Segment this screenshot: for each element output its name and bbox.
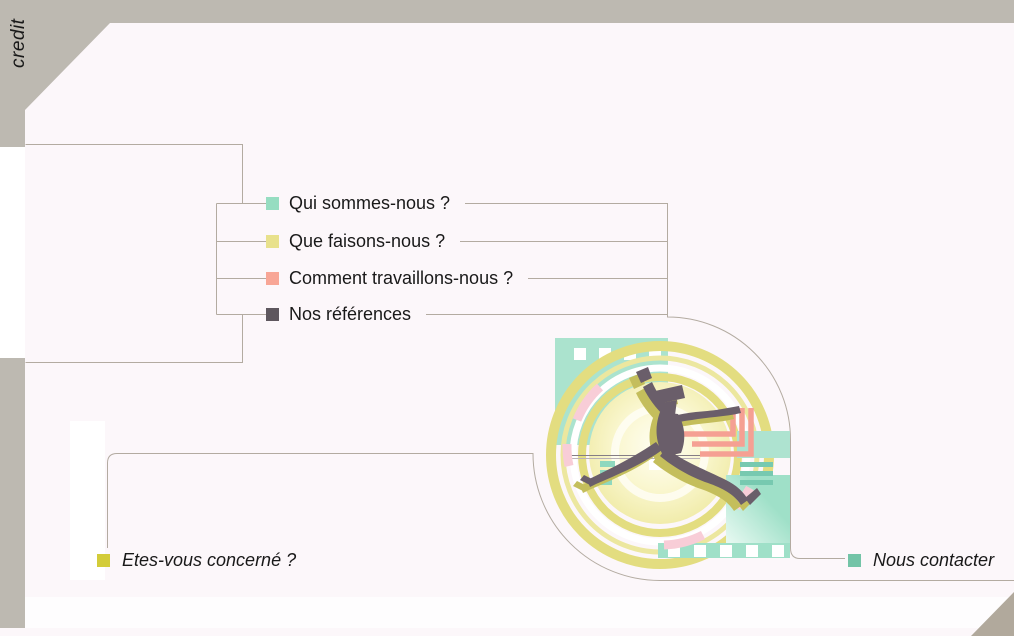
link-etes-vous-concerne[interactable]: [97, 547, 296, 573]
menu-item-que-faisons-nous[interactable]: [266, 228, 668, 254]
menu-bullet-icon: [266, 308, 279, 321]
credit-link[interactable]: credit: [8, 18, 29, 68]
menu-item-label: Qui sommes-nous ?: [289, 192, 451, 213]
menu-item-qui-sommes-nous[interactable]: [266, 190, 668, 216]
link-label: Nous contacter: [873, 549, 995, 570]
menu-item-label: Comment travaillons-nous ?: [289, 267, 514, 288]
dancer-figure: [580, 367, 761, 505]
collage: [551, 338, 790, 564]
menu-lead-line: [528, 278, 668, 279]
link-bullet-icon: [848, 554, 861, 567]
menu-lead-line: [460, 241, 668, 242]
top-taupe-strip: [0, 0, 1014, 23]
menu-lead-line: [465, 203, 668, 204]
menu-item-nos-references[interactable]: [266, 301, 668, 327]
menu-lead-line: [426, 314, 668, 315]
link-nous-contacter[interactable]: [848, 547, 994, 573]
menu-bullet-icon: [266, 197, 279, 210]
dancer-shadow: [573, 373, 754, 511]
left-white-tab: [0, 147, 25, 358]
link-bullet-icon: [97, 554, 110, 567]
menu-bullet-icon: [266, 272, 279, 285]
bottom-light-band: [0, 597, 1014, 628]
menu-item-label: Que faisons-nous ?: [289, 230, 446, 251]
menu-item-comment-travaillons-nous[interactable]: [266, 265, 668, 291]
top-left-diagonal-corner: [25, 23, 110, 110]
menu-item-label: Nos références: [289, 303, 412, 324]
link-label: Etes-vous concerné ?: [122, 549, 297, 570]
menu-bullet-icon: [266, 235, 279, 248]
